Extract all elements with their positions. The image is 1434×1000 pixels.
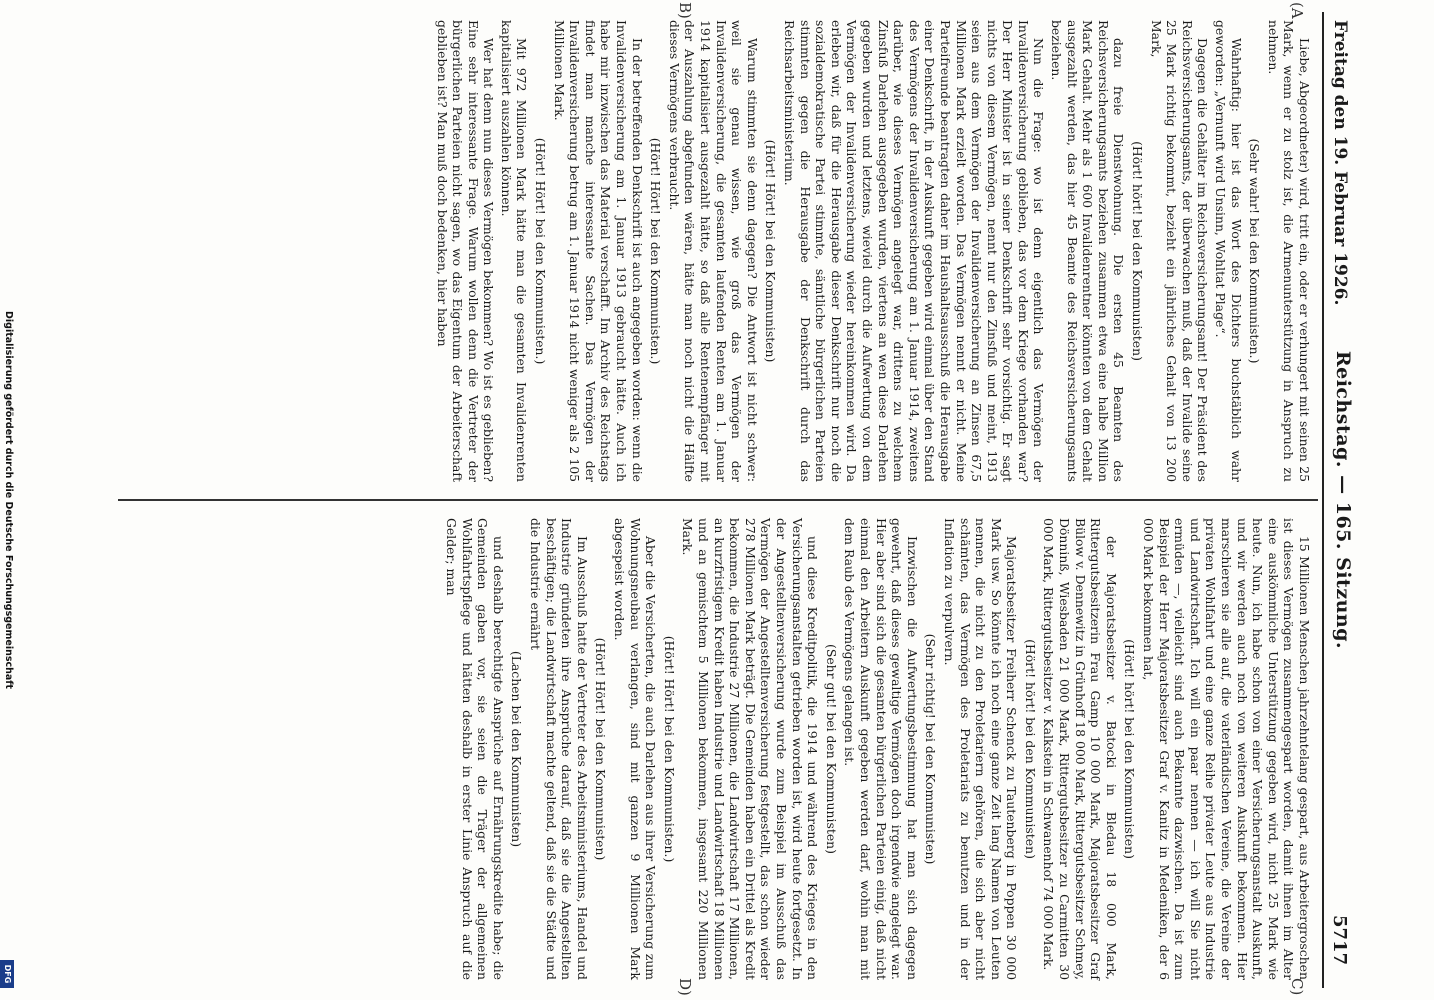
paragraph: In der betreffenden Denkschrift ist auch angegeben worden: wenn die Invalidenversicherung am 1. Januar 1913 gebraucht hätte. Auch ich habe mir inzwischen das Material verschafft. Im Archiv des Reichstags findet man manche interessante Sachen. Das Vermögen der Invalidenversicherung betrug am 1. Januar 1914 nicht weniger als 2 105 Millionen Mark. (551, 20, 645, 482)
column-divider (118, 499, 1318, 501)
paragraph: Mit 972 Millionen Mark hätte man die gesamten Invalidenrenten kapitalisiert auszahlen können. (498, 20, 530, 482)
paragraph: 15 Millionen Menschen jahrzehntelang gespart, aus Arbeitergroschen ist dieses Vermögen zusammengespart worden, damit ihnen im Alter eine auskömmliche Unterstützung gegeben wird, nicht 25 Mark wie heute. Nun, ich habe schon von einer Versicherungsanstalt Auskunft, und wir werden auch noch von weiteren Auskunft bekommen. Hier marschieren sie alle auf, die vaterländischen Vereine, die Vereine der privaten Wohlfahrt und eine ganze Reihe privater Leute aus Industrie und Landwirtschaft. Ich will ein paar nennen — ich will Sie nicht ermüden —, vielleicht sind auch Bekannte dazwischen. Da ist zum Beispiel der Herr Majoratsbesitzer Graf v. Kanitz in Medeniken, der 6 000 Mark bekommen hat, (1141, 518, 1312, 980)
interjection: (Hört! hört! bei den Kommunisten) (1130, 141, 1146, 361)
header-title: Reichstag. — 165. Sitzung. (1332, 350, 1354, 650)
paragraph: Aber die Versicherten, die auch Darlehen aus ihrer Versicherung zum Wohnungsneubau verlangen, sind mit ganzen 9 Millionen Mark abgespeist worden. (612, 518, 659, 980)
digitization-footer (0, 0, 14, 1000)
paragraph: Liebe, Abgeordneter) wird, tritt ein, oder er verhungert mit seinen 25 Mark, wenn er zu stolz ist, die Armenunterstützung in Anspruch zu nehmen. (1265, 20, 1312, 482)
interjection: (Hört! Hört! bei den Kommunisten.) (648, 137, 664, 365)
interjection: (Sehr richtig! bei den Kommunisten) (923, 633, 939, 865)
interjection: (Sehr gut! bei den Kommunisten) (823, 644, 839, 854)
interjection: (Hört! Hört! bei den Kommunisten.) (533, 137, 549, 365)
interjection: (Lachen bei den Kommunisten) (509, 650, 525, 848)
page-header (1322, 0, 1434, 1000)
interjection: (Hört! hört! bei den Kommunisten) (1122, 639, 1138, 859)
interjection: (Hört! hört! bei den Kommunisten) (1022, 639, 1038, 859)
funding-notice: Digitalisierung gefördert durch die Deutsche Forschungsgemeinschaft (3, 311, 14, 689)
paragraph: und diese Kreditpolitik, die 1914 und während des Krieges in den Versicherungsanstalten getrieben worden ist, wird heute fortgesetzt. In der Angestelltenversicherung wurde zum Beispiel im Ausschuß das Vermögen der Angestelltenversicherung festgestellt, das schon wieder 278 Millionen Mark beträgt. Die Gemeinden haben ein Drittel als Kredit bekommen, die Industrie 27 Millionen, die Landwirtschaft 17 Millionen, an kurzfristigem Kredit haben Industrie und Landwirtschaft 18 Millionen und an gemischtem 5 Millionen bekommen, insgesamt 220 Millionen Mark. (680, 518, 821, 980)
right-column (132, 518, 1312, 980)
dfg-logo: DFG (0, 960, 14, 988)
header-rule (1322, 12, 1324, 988)
paragraph: Nun die Frage: wo ist denn eigentlich das Vermögen der Invalidenversicherung geblieben, das vor dem Kriege vorhanden war? Der Herr Minister ist in seiner Denkschrift sehr vorsichtig. Er sagt nichts von diesem Vermögen, nennt nur den Zinsfuß und meint, 1913 seien aus dem Vermögen der Invalidenversicherung an Zinsen 67,5 Millionen Mark erzielt worden. Das Vermögen nennt er nicht. Meine Parteifreunde beantragten daher im Haushaltsausschuß die Herausgabe einer Denkschrift, in der Auskunft gegeben wird einmal über den Stand des Vermögens der Invalidenversicherung am 1. Januar 1914, zweitens darüber, wie dieses Vermögen angelegt war, drittens zu welchem Zinsfuß Darlehen ausgegeben wurden, viertens an wen diese Darlehen gegeben wurden und letztens, wieviel durch die Aufwertung von dem Vermögen der Invalidenversicherung wieder hereinkommen wird. Da erleben wir, daß für die Herausgabe dieser Denkschrift nur noch die sozialdemokratische Partei stimmte, sämtliche bürgerlichen Parteien stimmten gegen die Herausgabe der Denkschrift durch das Reichsarbeitsministerium. (782, 20, 1047, 482)
header-date: Freitag den 19. Februar 1926. (1330, 20, 1350, 306)
interjection: (Hört! Hört! bei den Kommunisten.) (661, 635, 677, 863)
interjection: (Hört! Hört! bei den Kommunisten) (593, 637, 609, 861)
paragraph: Im Ausschuß hatte der Vertreter des Arbeitsministeriums, Handel und Industrie gründeten ihre Ansprüche darauf, daß sie die Angestellten beschäftigen; die Landwirtschaft machte geltend, daß sie die Städte und die Industrie ernährt (528, 518, 590, 980)
margin-mark-c: C) (1288, 978, 1306, 996)
paragraph: Wahrhaftig: hier ist das Wort des Dichters buchstäblich wahr geworden: „Vernunft wird Unsinn, Wohltat Plage“. (1213, 20, 1244, 482)
paragraph: dazu freie Dienstwohnung. Die ersten 45 Beamten des Reichsversicherungsamts beziehen zusammen etwa eine halbe Million Mark Gehalt. Mehr als 1 600 Invalidenrentner könnten von dem Gehalt ausgezahlt werden, das hier 45 Beamte des Reichsversicherungsamts beziehen. (1049, 20, 1127, 482)
paragraph: Majoratsbesitzer Freiherr Schenck zu Tautenberg in Poppen 30 000 Mark usw. So könnte ich noch eine ganze Zeit lang Namen von Leuten nennen, die nicht zu den Proletariern gehören, die sich aber nicht schämten, das Vermögen des Proletariats zu benutzen und in der Inflation zu verpulvern. (941, 518, 1020, 980)
interjection: (Sehr wahr! bei den Kommunisten.) (1247, 138, 1263, 364)
paragraph: Dagegen die Gehälter im Reichsversicherungsamt! Der Präsident des Reichsversicherungsamts, der überwachen muß, daß der Invalide seine 25 Mark richtig bekommt, bezieht ein jährliches Gehalt von 13 200 Mark, (1148, 20, 1211, 482)
paragraph: Inzwischen die Aufwertungsbestimmung hat man sich dagegen gewehrt, daß dieses gewaltige Vermögen doch irgendwie angelegt war. Hier aber sind sich die gesamten bürgerlichen Parteien einig, daß nicht einmal den Arbeitern Auskunft gegeben werden darf, wohin man mit dem Raub des Vermögens gelangen ist. (842, 518, 920, 980)
interjection: (Hört! Hört! bei den Kommunisten) (763, 139, 779, 363)
paragraph: der Majoratsbesitzer v. Batocki in Bledau 18 000 Mark, Rittergutsbesitzerin Frau Gamp 10 000 Mark, Majoratsbesitzer Graf Bülow v. Dennewitz in Grünhoff 18 000 Mark, Rittergutsbesitzer Schmey, Dönninß, Wiesbaden 21 000 Mark, Rittergutsbesitzer zu Carmitten 30 000 Mark, Rittergutsbesitzer v. Kalkstein in Schwanenhof 74 000 Mark. (1041, 518, 1119, 980)
paragraph: Warum stimmten sie denn dagegen? Die Antwort ist nicht schwer: weil sie genau wissen, wie groß das Vermögen der Invalidenversicherung, die gesamten laufenden Renten am 1. Januar 1914 kapitalisiert ausgezahlt hätte, so daß alle Rentenempfänger mit der Auszahlung abgefunden wären, hätte man noch nicht die Hälfte dieses Vermögens verbraucht. (666, 20, 760, 482)
paragraph: Wer hat denn nun dieses Vermögen bekommen? Wo ist es geblieben? Eine sehr interessante Frage. Warum wollen denn die Vertreter der bürgerlichen Parteien nicht sagen, wo das Eigentum der Arbeiterschaft geblieben ist? Man muß doch bedenken, hier haben (434, 20, 497, 482)
margin-mark-d: D) (676, 978, 694, 996)
margin-mark-a: (A (1288, 2, 1306, 19)
left-column (434, 20, 1312, 482)
page-number: 5717 (1329, 915, 1350, 966)
paragraph: und deshalb berechtigte Ansprüche auf Ernährungskredite habe; die Gemeinden gaben vor, sie seien die Träger der allgemeinen Wohlfahrtspflege und hätten deshalb in erster Linie Anspruch auf die Gelder; man (444, 518, 506, 980)
margin-mark-b: B) (676, 2, 694, 19)
